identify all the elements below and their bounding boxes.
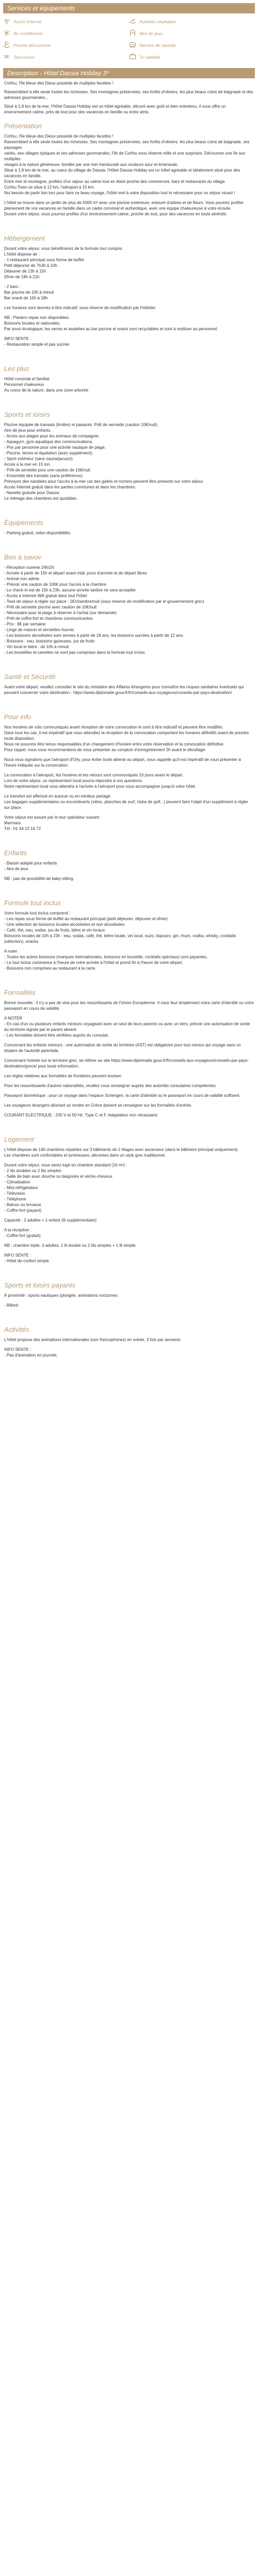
section-line: - Vin local et bière : de 10h à minuit [4,645,69,649]
section-line: Dîner de 19h à 21h [4,275,40,279]
section-line: Durant votre séjour, vous bénéficierez de la formule tout compris. [4,246,123,251]
section-line: - Réception ouverte 24h/24 [4,565,54,570]
spacer [4,1298,254,1302]
section-line: Hôtel convivial et familial [4,377,50,381]
section-line: - Salle de bain avec douche ou baignoire et sèche-cheveux [4,1174,112,1179]
section-line: - Animal non admis [4,577,40,581]
section-title: Hébergement [4,234,45,242]
section-line: - Climatisation [4,1180,30,1184]
section-title: Sports et loisirs payants [4,1281,76,1289]
section-gap [4,882,254,892]
section [4,1281,254,1318]
spacer [4,944,254,948]
section-line: - Prêt de serviette pour une caution de 10€/nuit. [4,468,91,472]
section-line: - Piscine, tennis et équitation (avec supplément). [4,451,93,455]
section-title: Santé et Sécurité [4,673,56,681]
section-line: Marmara [4,821,21,825]
section [4,1326,254,1368]
section-line: - Hôtel de confort simple. [4,1259,50,1263]
swim-icon [129,18,136,26]
section-line: - Prix : 8€ par semaine [4,622,46,626]
service-item [3,53,129,62]
spacer [4,1248,254,1252]
section-line: - Taxe de séjour à régler sur place : 1€/chambre/nuit (sous réserve de modification par le gouvernement grec) [4,599,204,604]
section-line: Le transfert est effectué en autocar ou en minibus partagé. [4,794,111,799]
section-title: Logement [4,1136,34,1143]
spacer [4,1098,254,1103]
section-gap [4,1264,254,1274]
section [4,1136,254,1274]
spacer [4,280,254,284]
section-gap [4,1308,254,1318]
section-line: - Boissons : eau, boissons gazeuses, jus de fruits [4,639,95,643]
section-line: - Parking gratuit, selon disponibilités [4,531,71,535]
section-line: Votre formule tout inclus comprend : [4,911,71,916]
spacer [4,872,254,876]
section-title: Bon à savoir [4,553,42,561]
section-line: INFO SENTE : [4,1347,31,1352]
section-line: - 2 bars : [4,284,21,289]
section-line: - Les bouteilles et canettes ne sont pas comprises dans la formule tout inclus. [4,650,146,655]
section [4,234,254,358]
section-title: Les plus [4,365,29,372]
section-line: Corfou, l'île bleue des Dieux possède de multiples facettes ! [4,134,114,139]
section-line: Bar piscine de 10h à minuit [4,290,54,295]
section-line: Le ménage des chambres est quotidien. [4,496,78,501]
service-item [129,18,255,26]
section-line: Concernant les enfants mineurs : une autorisation de sortie du territoire (AST) est obligatoire pour tout mineur qui voyage sans un titulaire de l'autorité parentale. [4,1043,241,1053]
section-line: Au coeur de la nature, dans une zone arborée [4,388,89,393]
spacer [4,1343,254,1347]
spacer [4,1223,254,1227]
section-line: visages à la nature généreuse, bordée par une mer translucide aux couleurs azur et émeraude. [4,162,179,167]
section-title: Sports et loisirs [4,411,50,418]
section-line: - Bassin adapté pour enfants [4,861,57,866]
section [4,899,254,981]
section-line: - Toutes les autres boissons (marques internationales, boissons en bouteille, cocktails spéciaux) sont payantes. [4,955,208,959]
section-line: Boissons locales de 10h à 23h : eau, sodas, café, thé, bière locale, vin local, ouzo, tsipouro, gin, rhum, vodka, whisky, cocktails (sélection), snacks [4,934,236,944]
section-line: A noter : [4,949,20,954]
section-line: - Balcon ou terrasse [4,1202,41,1207]
section-line: Tél : 01 44 13 16 72 [4,826,41,831]
spacer [4,301,254,305]
spacer [4,1054,254,1058]
spacer [4,1011,254,1015]
section-line: - Télévision [4,1191,25,1196]
service-item [3,18,129,26]
section-line: INFO SENTE : [4,336,31,341]
section-line: vacances en famille. [4,174,42,178]
tv-icon [129,53,136,62]
section-line: - 1 restaurant principal sous forme de buffet [4,258,84,262]
service-label: Activités nautiques [139,19,176,24]
section-line: - Aire de jeux [4,867,28,871]
spacer [4,789,254,793]
service-label: Tv satellite [139,55,160,60]
section-title: Formule tout inclus [4,899,61,907]
section-gap [4,347,254,358]
section-gap [4,1358,254,1368]
section [4,122,254,227]
section-line: - Ensemble des transats (sans préférence). [4,473,84,478]
section-line: Prévoyez des sandales pour l'accès à la mer car des galets et rochers peuvent être présents sur votre séjour. [4,479,204,484]
section [4,713,254,842]
section-line: - Navette gratuite pour Dassia. [4,490,60,495]
section-line: Situé à 1.8 km de la mer, au coeur du village de Dassia, l'Hôtel Dassia Holiday est un hôtel agréable et idéalement situé pour des [4,168,240,173]
spacer [4,311,254,315]
service-label: Aire de jeux [139,31,163,36]
section-gap [4,832,254,842]
section-line: Durant votre séjour, vous serez logé en chambre standard (16 m²) : [4,1163,127,1167]
section-line: Bonne nouvelle : il n'y a pas de visa pour les ressortissants de l'Union Européenne. Il vous faut simplement votre carte d'identité ou votre passeport en cours de validité. [4,1001,254,1011]
section-line: La convocation à l'aéroport, les horaires et les retours sont communiqués 10 jours avant le départ. [4,773,184,777]
section-line: - En cas d'un ou plusieurs enfants mineurs voyageant avec un seul de leurs parents ou avec un tiers, prévoir une autorisation de sortie du territoire signée par le parent absent. [4,1022,250,1032]
spacer [4,196,254,200]
intro-text [4,80,254,115]
section-line: Les chambres sont confortables et lumineuses, décorées dans un style grec traditionnel. [4,1153,166,1158]
section-gap [4,501,254,512]
section-line: Les règles relatives aux formalités de frontières peuvent évoluer. [4,1074,122,1078]
spacer [4,1038,254,1042]
section-line: - Les formalités doivent être vérifiées auprès du consulat. [4,1033,109,1038]
section-line: - Aquagym, gym aquatique des communications. [4,439,93,444]
intro-paragraph: Situé à 1.8 km de la mer, l'Hôtel Dassia Holiday est un hôtel agréable, décoré avec goût et bien entretenu, il vous offre un environnement calme, près de tout pour des vacances en famille ou entre amis. [4,104,226,114]
section-line: - Coffre-fort (payant) [4,1208,42,1213]
section-line: - Arrivée à partir de 15h et départ avant midi, jours d'arrivée et de départ libres [4,571,147,575]
services-title: Services et équipements [3,3,255,13]
spacer [4,332,254,336]
spacer [4,810,254,815]
section-title: Activités [4,1326,29,1333]
spacer [4,753,254,757]
section-line: - Mini-réfrigérateur [4,1185,38,1190]
section-line: - Prévoir une caution de 100€ pour l'accès à la chambre [4,582,107,587]
section-line: Corfou Town se situe à 12 km, l'aéroport à 15 km. [4,185,95,190]
section-line: Les bagages supplémentaires ou encombrants (vélos, planches de surf, clubs de golf...) peuvent faire l'objet d'un supplément à régler sur place. [4,800,249,810]
service-item [3,29,129,38]
section-line: Notre représentant local vous attendra à l'arrivée à l'aéroport pour vous accompagner jusqu'à votre hôtel. [4,784,196,789]
spacer [4,1079,254,1083]
section-line: Avant votre départ, veuillez consulter le site du ministère des Affaires étrangères pour connaître les risques sanitaires éventuels qui peuvent concerner votre destination : https://www.diplomatie.gouv.fr/fr/conseils-aux-voyageurs/conseils-par-pays-destination/ [4,685,244,695]
section-line: - Prêt de coffre-fort et chambres communicantes [4,616,93,621]
spacer [4,1213,254,1217]
section-line: - Restauration simple et pas sucrée. [4,342,71,347]
section-line: Nos horaires de vols communiqués avant réception de votre convocation le sont à titre indicatif et peuvent être modifiés. [4,725,224,730]
section-title: Présentation [4,122,42,130]
section-line: Dans tous les cas, il est impératif que vous attendiez la réception de la convocation comportant les horaires définitifs avant de prendre toute disposition. [4,731,249,741]
section-line: Par souci écologique, les verres et assiettes au bar piscine et snack sont recyclables et sont à restituer au personnel. [4,327,218,331]
section-line: - Sport extérieur (sans sauna/jacuzzi). [4,456,74,461]
section-line: Accès Internet gratuit dans les parties communes et dans les chambres. [4,485,136,489]
section-line: Boissons locales et nationales. [4,321,61,326]
snowflake-icon [3,29,10,38]
intro-paragraph: Rassemblant à elle seule toutes les richesses. Ses montagnes préservées, ses forêts d'oliviers, les plus beaux coins de baignade et des adresses gourmandes... [4,90,253,100]
all-inclusive-icon [3,53,10,62]
section-gap [4,696,254,706]
section-line: Nous ne pouvons être tenus responsables d'un changement d'horaire entre votre réservation et la convocation définitive. [4,742,224,747]
section-line: - Billard [4,1303,19,1308]
service-label: Service de navette [139,43,176,48]
section-line: À proximité : sports nautiques (plongée, animations nocturnes. [4,1293,119,1298]
section-line: L'hôtel se trouve dans un jardin de plus de 5000 m² avec une piscine extérieure, entouré d'arbres et de fleurs. Vous pourrez profiter [4,200,244,205]
section-line: NB : Paniers repas non disponibles. [4,315,70,320]
section-line: Passeport biométrique : pour un voyage dans l'espace Schengen, la carte d'identité ou le passeport en cours de validité suffisent. [4,1093,240,1098]
section [4,411,254,512]
section [4,673,254,706]
section [4,365,254,403]
section [4,553,254,666]
section-title: Enfants [4,849,27,857]
section-line: A la réception : [4,1228,31,1232]
section-line: - Café, thé, eau, sodas, jus de fruits, bière et vin locaux [4,928,105,933]
section-line: variés, ses villages typiques et ses adresses gourmandes, l'île de Corfou vous réserve mille et une surprises. Découvrez une île aux multiples [4,151,246,161]
section-line: Pour les ressortissants d'autres nationalités, veuillez vous renseigner auprès des autorités consulaires compétentes. [4,1083,217,1088]
section-line: - Les boissons alcoolisées sont servies à partir de 18 ans, les boissons sucrées à partir de 12 ans. [4,633,184,638]
section-gap [4,393,254,403]
shuttle-icon [129,41,136,50]
spacer [4,1108,254,1112]
section-line: NB : chambre triple, 3 adultes, 1 lit double ou 2 lits simples + 1 lit simple. [4,1243,137,1248]
section-title: Formalités [4,989,36,996]
spacer [4,1158,254,1162]
section-line: Personnel chaleureux [4,382,44,387]
section-line: - Linge de maison et serviettes fournis [4,628,74,632]
service-label: Piscine découverte [13,43,51,48]
section-line: Pour rappel, nous vous recommandons de vous présenter au comptoir d'enregistrement 2h avant le décollage. [4,748,206,752]
section-gap [4,655,254,666]
section-line: - Le check-in est de 15h à 23h, aucune arrivée tardive ne sera acceptée [4,588,136,592]
section-line: - Prêt de serviette piscine avec caution de 10€/nuit [4,605,97,609]
section-line: - Boissons non comprises au restaurant à la carte. [4,966,96,971]
service-label: Air conditionné [13,31,43,36]
section-gap [4,217,254,227]
service-item [129,53,255,62]
section-title: Pour info [4,713,31,721]
section-gap [4,1118,254,1128]
section-line: L'hôtel dispose de 140 chambres réparties sur 3 bâtiments de 2 étages avec ascenseur (dans le bâtiment principal uniquement). [4,1147,239,1152]
section-gap [4,971,254,981]
section-line: COURANT ELECTRIQUE : 230 V et 50 Hz. Type C et F. Adaptateur non nécessaire. [4,1113,158,1117]
section-line: Concernant l'entrée sur le territoire grec, se référer au site https://www.diplomatie.gouv.fr/fr/conseils-aux-voyageurs/conseils-par-pays-destination/grece/ pour toute information. [4,1058,249,1069]
section-line: Lors de votre séjour, un représentant local pourra répondre à vos questions. [4,778,143,783]
section-line: Les voyageurs étrangers désirant se rendre en Grèce doivent se renseigner sur les formalités d'entrée. [4,1103,192,1108]
section-line: - Nécessaire pour la plage à réserver à l'achat (sur demande) [4,611,117,615]
service-label: Tout inclus [13,55,35,60]
section-line: Aire de jeux pour enfants. [4,428,52,433]
section-line: Nous vous signalons que l'aéroport d'Orly, pour éviter toute attente au départ, vous rappelle qu'il est impératif de vous présenter à l'heure indiquée sur la convocation. [4,757,241,768]
section-line: Petit déjeuner de 7h30 à 10h [4,263,57,268]
section-line: - Accès à Internet Wifi gratuit dans tout l'hôtel [4,594,87,598]
section [4,849,254,892]
service-label: Accès Internet [13,19,42,24]
section-line: pleinement de vos vacances en famille dans un cadre convivial et authentique, avec une équipe chaleureuse à votre écoute. [4,206,232,211]
section-line: Les horaires sont donnés à titre indicatif, sous réserve de modification par l'hôtelier. [4,306,157,310]
section-line: - Téléphone [4,1197,26,1201]
service-item [129,29,255,38]
section-line: - Coffre-fort (gratuit) [4,1233,41,1238]
section-line: A NOTER [4,1016,23,1021]
section-line: Piscine équipée de transats (limités) et parasols. Prêt de serviette (caution 10€/nuit). [4,422,158,427]
section-line: Durant votre séjour, vous pourrez profiter d'un environnement calme, proche de tout, pour des vacances en toute sérénité. [4,212,228,216]
description-title: Description - Hôtel Dassia Holiday 3* [3,68,255,78]
service-item [129,41,255,50]
intro-paragraph: Corfou, l'île bleue des Dieux possède de multiples facettes ! [4,81,114,86]
description-content [0,78,258,1368]
spacer [4,1089,254,1093]
section-line: Déjeuner de 13h à 15h [4,269,46,274]
section-line: L'hôtel propose des animations internationales (non francophones) en soirée, 3 fois par semaine. [4,1337,182,1342]
section-line: - Les repas sous forme de buffet au restaurant principal (petit déjeuner, déjeuner et dîner) [4,917,168,921]
section-line: L'hôtel dispose de : [4,252,40,257]
spacer [4,1069,254,1073]
services-grid [3,13,255,63]
section-line: NB : pas de possibilité de baby-sitting. [4,876,74,881]
section-line: - Pas d'animation en journée. [4,1353,58,1358]
section-line: - Une sélection de boissons locales alcoolisées et non alcoolisées [4,922,125,927]
section-title: Équipements [4,519,43,527]
section-line: Votre séjour est assuré par le tour opérateur suivant : [4,815,102,820]
pool-icon [3,41,10,50]
section-line: Rassemblant à elle seule toutes les richesses. Ses montagnes préservées, ses forêts d'oliviers, les plus beaux coins de baignade, ses paysages [4,140,250,150]
section-line: Accès à la mer en 15 mn. [4,462,51,467]
section-line: - Prix par personne pour une activité nautique de plage. [4,445,106,450]
section-line: Capacité : 2 adultes + 1 enfant (lit supplémentaire) [4,1218,96,1223]
service-item [3,41,129,50]
section [4,989,254,1128]
section-line: - Accès aux plages pour les animaux de compagnie. [4,434,100,438]
services-section [0,0,258,65]
section-line: Entre mer et montagne, profitez d'un séjour au calme tout en étant proche des commerces, bars et restaurants du village. [4,179,226,184]
spacer [4,768,254,772]
section-line: Bar snack de 10h à 18h [4,296,48,300]
section-line: Nul besoin de partir loin lors pour faire ce beau voyage, l'hôtel met à votre disposition tout le nécessaire pour un séjour réussi ! [4,191,235,195]
section-line: - Le tout inclus commence à l'heure de votre arrivée à l'hôtel et prend fin à l'heure de votre départ. [4,960,183,965]
spacer [4,1239,254,1243]
section-line: - 2 lits doubles ou 2 lits simples [4,1168,61,1173]
section-gap [4,536,254,546]
playground-icon [129,29,136,38]
section [4,519,254,546]
wifi-icon [3,18,10,26]
section-line: INFO SENTE : [4,1253,31,1258]
